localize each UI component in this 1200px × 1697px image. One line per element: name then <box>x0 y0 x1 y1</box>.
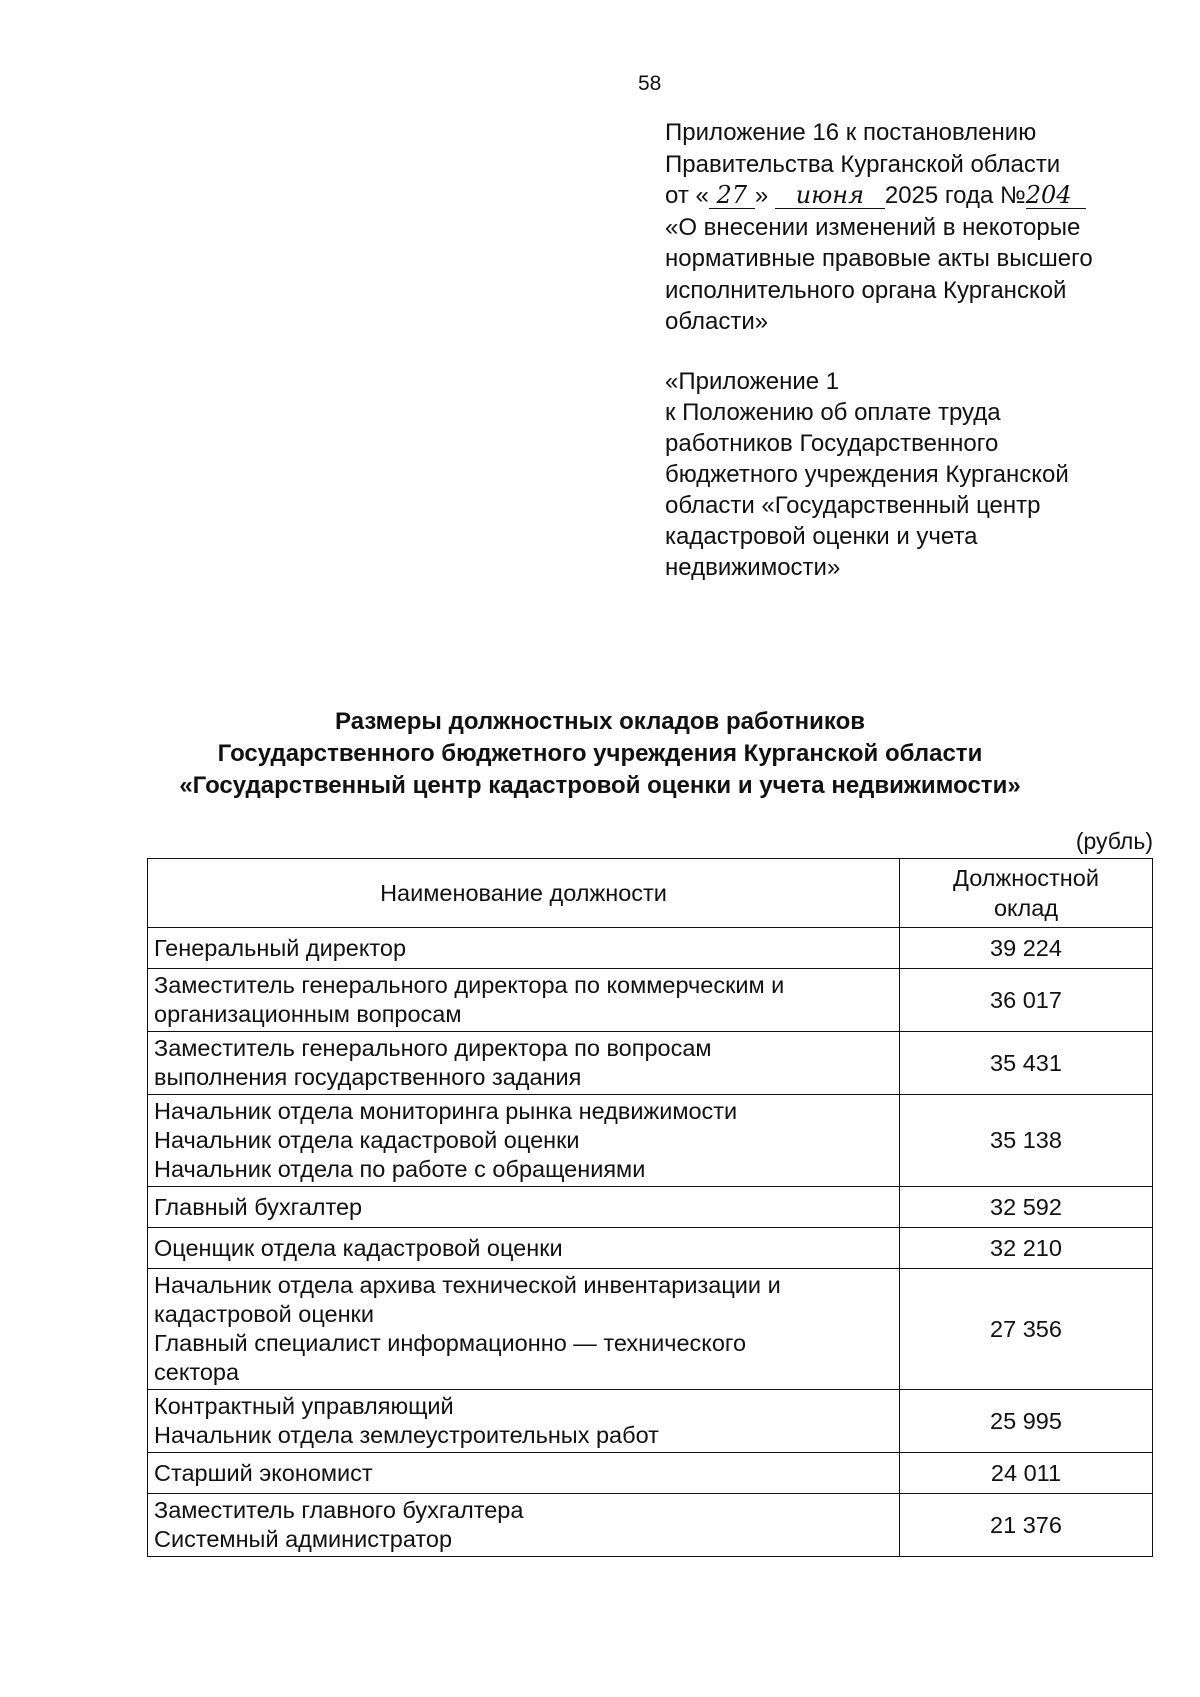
position-appendix-line: «Приложение 1 <box>665 368 840 395</box>
position-cell <box>148 1390 900 1453</box>
table-body <box>148 928 1153 1557</box>
page-number: 58 <box>638 72 662 95</box>
salary-cell: 25 995 <box>900 1390 1153 1453</box>
table-row <box>148 1032 1153 1095</box>
position-name: Главный бухгалтер <box>154 1193 363 1220</box>
position-cell <box>148 969 900 1032</box>
position-cell <box>148 1494 900 1557</box>
position-appendix-line: к Положению об оплате труда <box>665 399 1001 426</box>
date-prefix: от « <box>665 182 709 209</box>
table-row <box>148 928 1153 969</box>
salary-cell: 35 138 <box>900 1095 1153 1187</box>
position-name: Заместитель генерального директора по коммерческим и <box>154 972 785 998</box>
position-cell <box>148 928 900 969</box>
salary-cell: 35 431 <box>900 1032 1153 1095</box>
title-line: Государственного бюджетного учреждения Курганской области <box>217 740 983 767</box>
salary-cell: 27 356 <box>900 1269 1153 1390</box>
appendix-line: Приложение 16 к постановлению <box>665 119 1037 146</box>
appendix-line: Правительства Курганской области <box>665 150 1061 178</box>
date-mid: » <box>754 182 769 209</box>
position-name: Главный специалист информационно — технического <box>154 1330 747 1356</box>
position-cell <box>148 1228 900 1269</box>
salary-cell: 32 210 <box>900 1228 1153 1269</box>
position-name: выполнения государственного задания <box>154 1064 582 1090</box>
salary-cell: 24 011 <box>900 1453 1153 1494</box>
table-row <box>148 1187 1153 1228</box>
position-name: Контрактный управляющий <box>154 1393 454 1419</box>
position-name: Системный администратор <box>154 1526 453 1552</box>
position-appendix-line: бюджетного учреждения Курганской <box>665 461 1069 488</box>
handwritten-decree-number: 204 <box>1026 182 1086 209</box>
appendix-line: нормативные правовые акты высшего <box>665 245 1093 272</box>
position-cell <box>148 1453 900 1494</box>
table-row <box>148 1453 1153 1494</box>
salary-table <box>147 858 1153 1557</box>
position-name: Начальник отдела архива технической инвентаризации и <box>154 1272 781 1298</box>
header-salary <box>900 859 1153 928</box>
salary-cell: 21 376 <box>900 1494 1153 1557</box>
position-appendix-line: недвижимости» <box>665 554 841 581</box>
table-header-row <box>148 859 1153 928</box>
position-appendix-line: кадастровой оценки и учета <box>665 523 978 550</box>
position-cell <box>148 1269 900 1390</box>
appendix-line: исполнительного органа Курганской <box>665 276 1067 304</box>
position-name: Начальник отдела землеустроительных работ <box>154 1422 659 1448</box>
unit-label: (рубль) <box>1075 828 1153 854</box>
table-row <box>148 1494 1153 1557</box>
header-salary-line: оклад <box>993 895 1059 921</box>
position-name: Заместитель главного бухгалтера <box>154 1497 524 1523</box>
title-line: «Государственный центр кадастровой оценки и учета недвижимости» <box>179 772 1021 799</box>
title-line: Размеры должностных окладов работников <box>335 708 865 735</box>
position-name: сектора <box>154 1359 240 1385</box>
table-row <box>148 1228 1153 1269</box>
table-row <box>148 1269 1153 1390</box>
position-name: Генеральный директор <box>154 934 407 961</box>
appendix-line: области» <box>665 308 769 335</box>
position-cell <box>148 1187 900 1228</box>
position-name: Начальник отдела мониторинга рынка недвижимости <box>154 1098 738 1124</box>
position-appendix-line: области «Государственный центр <box>665 492 1041 519</box>
position-name: Начальник отдела кадастровой оценки <box>154 1127 580 1153</box>
position-name: Старший экономист <box>154 1459 373 1486</box>
table-row <box>148 969 1153 1032</box>
position-cell <box>148 1095 900 1187</box>
position-name: организационным вопросам <box>154 1001 462 1027</box>
position-name: Начальник отдела по работе с обращениями <box>154 1156 646 1182</box>
header-position: Наименование должности <box>148 859 900 928</box>
salary-cell: 39 224 <box>900 928 1153 969</box>
table-row <box>148 1390 1153 1453</box>
position-appendix-line: работников Государственного <box>665 430 999 457</box>
salary-cell: 32 592 <box>900 1187 1153 1228</box>
appendix-line: «О внесении изменений в некоторые <box>665 213 1081 241</box>
position-name: Заместитель генерального директора по вопросам <box>154 1035 712 1061</box>
position-cell <box>148 1032 900 1095</box>
table-row <box>148 1095 1153 1187</box>
salary-cell: 36 017 <box>900 969 1153 1032</box>
date-year: 2025 года № <box>884 182 1026 209</box>
position-appendix <box>665 366 1165 583</box>
position-name: кадастровой оценки <box>154 1301 374 1327</box>
handwritten-day: 27 <box>709 182 755 209</box>
appendix-header <box>665 117 1165 338</box>
header-salary-line: Должностной <box>953 865 1099 891</box>
handwritten-month: июня <box>775 182 885 209</box>
decree-date-line <box>665 180 1165 212</box>
position-name: Оценщик отдела кадастровой оценки <box>154 1234 563 1261</box>
document-title <box>0 706 1200 802</box>
